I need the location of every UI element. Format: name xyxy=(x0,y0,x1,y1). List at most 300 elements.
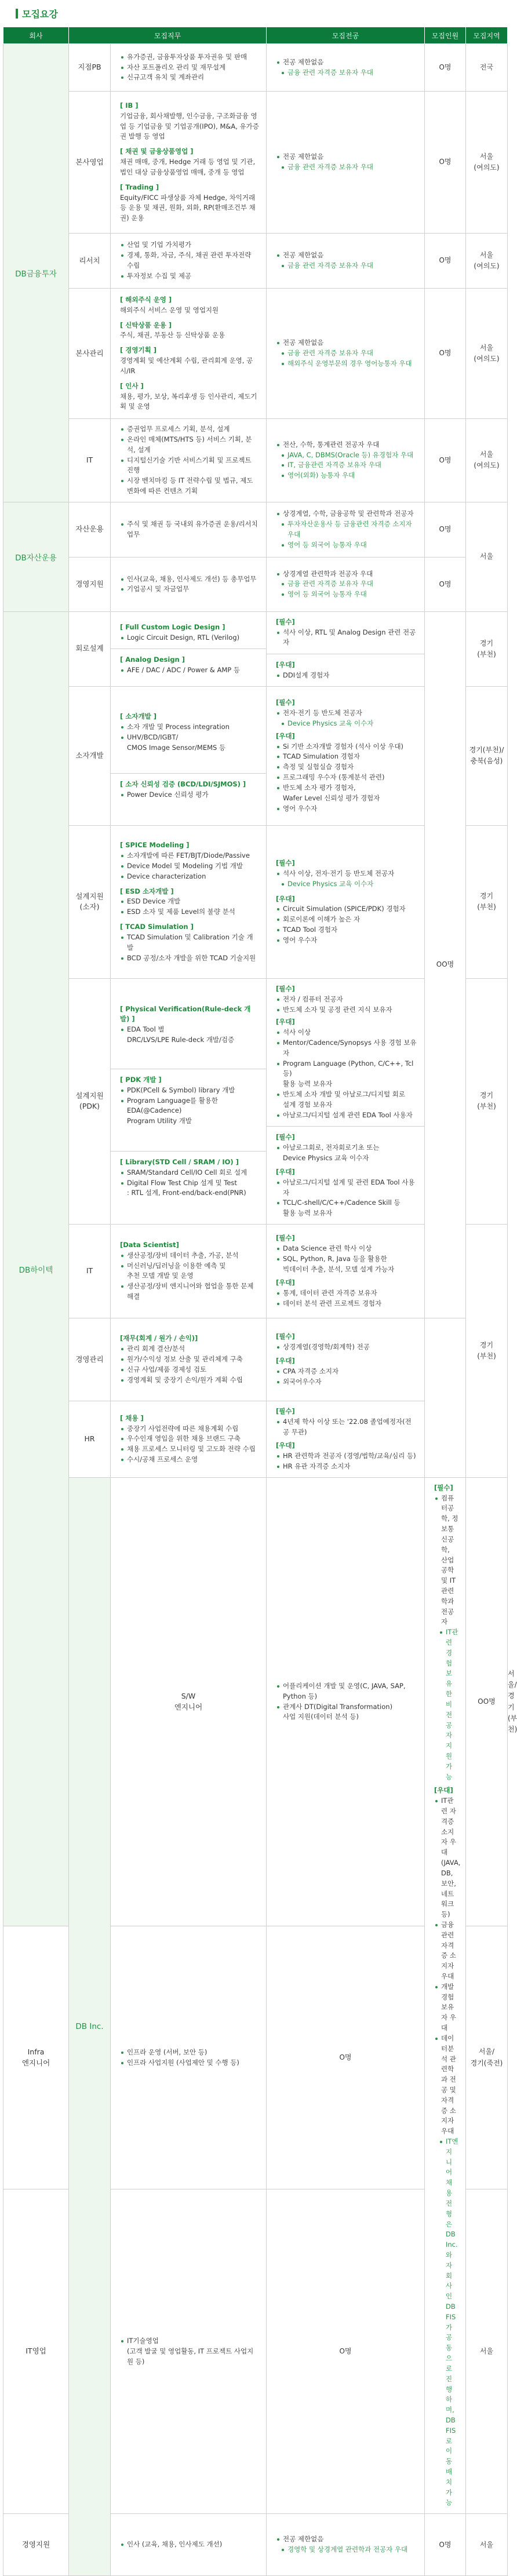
required-tag: [필수] xyxy=(276,1407,295,1415)
list-item: 회로이론에 이해가 높은 자 xyxy=(276,914,417,925)
list-item: TCAD Simulation 및 Calibration 기술 개발 xyxy=(120,932,259,953)
region-cell: 경기 (부천) xyxy=(466,978,508,1224)
section-title: [ Library(STD Cell / SRAM / IO) ] xyxy=(120,1157,239,1166)
page-title-row xyxy=(3,0,507,27)
list-item: TCAD Simulation 경험자 xyxy=(276,752,417,762)
section-title: [ Physical Verification(Rule-deck 개발) ] xyxy=(120,1004,251,1023)
company-dbfin: DB금융투자 xyxy=(3,44,69,502)
list-item: 경영계획 및 중장기 손익/원가 계획 수립 xyxy=(120,1375,259,1386)
list-item: IT, 금융관련 자격증 보유자 우대 xyxy=(276,460,417,471)
section-list xyxy=(120,665,259,676)
list-item: ESD 소자 및 제품 Level의 불량 분석 xyxy=(120,907,259,917)
list-item: IT관련 자격증 소지자 우대 (JAVA, DB, 보안, 네트워크 등) xyxy=(434,1796,458,1920)
section-title: [Data Scientist] xyxy=(120,1241,179,1249)
duty-cell xyxy=(111,502,267,557)
major-cell xyxy=(267,2514,425,2576)
list-item: 채용 프로세스 모니터링 및 고도화 전략 수립 xyxy=(120,1444,259,1455)
table-row xyxy=(3,1318,508,1401)
duty-cell xyxy=(111,419,267,502)
list-item: 관계사 DT(Digital Transformation) 사업 지원(데이터 분석 등) xyxy=(276,1702,417,1723)
table-row xyxy=(3,289,508,419)
duty-cell xyxy=(111,1926,267,2189)
list-item: 금융 관련 자격증 보유자 우대 xyxy=(276,579,417,589)
list-item: 영어 우수자 xyxy=(276,935,417,946)
list-item: Power Device 신뢰성 평가 xyxy=(120,790,259,800)
list-item: 머신러닝/딥러닝을 이용한 예측 및 추천 모델 개발 및 운영 xyxy=(120,1261,259,1282)
section-text: 주식, 채권, 부동산 등 신탁상품 운용 xyxy=(120,331,225,340)
section-list xyxy=(120,722,259,753)
region-cell: 전국 xyxy=(466,44,508,92)
preferred-tag: [우대] xyxy=(434,1786,453,1795)
duty-cell xyxy=(111,1401,267,1477)
team-name: 지점PB xyxy=(69,44,111,92)
required-list xyxy=(276,708,417,719)
list-item: 전자·전기 등 반도체 전공자 xyxy=(276,708,417,719)
section-text: Equity/FICC 파생상품 자체 Hedge, 차익거래 등 운용 및 채권, 원화, 외화, RP(환매조건부 채권) 운용 xyxy=(120,193,256,223)
company-dbhitek: DB하이텍 xyxy=(3,611,69,1926)
list-item: 영어 우수자 xyxy=(276,804,417,814)
list-item: Device characterization xyxy=(120,872,259,882)
required-tag: [필수] xyxy=(276,1234,295,1243)
count-cell: O명 xyxy=(425,419,466,502)
section-title: [ TCAD Simulation ] xyxy=(120,923,194,931)
team-name: Infra 엔지니어 xyxy=(3,1926,69,2189)
section-title: [재무(회계 / 원가 / 손익)] xyxy=(120,1334,198,1343)
major-cell xyxy=(267,1318,425,1401)
major-plain: 전공 제한없음 xyxy=(276,338,417,348)
duty-cell xyxy=(111,1318,267,1401)
major-plain: 상경계열 관련학과 전공자 우대 xyxy=(276,569,417,580)
count-cell: OO명 xyxy=(425,611,466,1318)
team-name: 경영지원 xyxy=(3,2514,69,2576)
required-list xyxy=(434,1493,458,1628)
count-cell: O명 xyxy=(425,92,466,234)
list-item: IT엔지니어 채용전형은 DB Inc.와 자회사인 DB FIS가 공동으로 진행하며, DB FIS로 이동배치 가능 xyxy=(434,2137,458,2508)
preferred-tag: [우대] xyxy=(276,1441,295,1450)
list-item: SRAM/Standard Cell/IO Cell 회로 설계 xyxy=(120,1168,259,1178)
major-cell xyxy=(267,557,425,611)
preferred-tag: [우대] xyxy=(276,1018,295,1026)
region-cell: 경기 (부천) xyxy=(466,1224,508,1477)
major-green-list xyxy=(276,162,417,173)
list-item: 경영학 및 상경계열 관련학과 전공자 우대 xyxy=(276,2545,417,2555)
team-name: 소자개발 xyxy=(69,686,111,825)
list-item: Mentor/Cadence/Synopsys 사용 경험 보유자 xyxy=(276,1038,417,1059)
list-item: 신규 사업/제품 경제성 검토 xyxy=(120,1365,259,1375)
list-item: 석사 이상, RTL 및 Analog Design 관련 전공자 xyxy=(276,628,417,648)
section-title: [ 인사 ] xyxy=(120,381,144,390)
company-dbam: DB자산운용 xyxy=(3,502,69,611)
major-green-list xyxy=(276,519,417,550)
required-tag: [필수] xyxy=(276,617,295,626)
list-item: 컴퓨터공학, 정보통신공학, 산업공학 및 IT관련학과 전공자 xyxy=(434,1493,458,1628)
table-row xyxy=(3,419,508,502)
section-title: [ 채용 ] xyxy=(120,1413,144,1422)
recruitment-table xyxy=(3,27,517,2576)
list-item: SQL, Python, R, Java 등을 활용한 빅데이터 추출, 분석, 모델 설계 가능자 xyxy=(276,1254,417,1275)
team-name: IT영업 xyxy=(3,2189,69,2513)
section-list xyxy=(120,1168,259,1198)
required-tag: [필수] xyxy=(276,984,295,993)
table-header-row xyxy=(3,27,508,44)
header-company: 회사 xyxy=(3,27,69,44)
section-list xyxy=(120,1085,259,1127)
section-title: [ 해외주식 운영 ] xyxy=(120,296,172,304)
required-tag: [필수] xyxy=(276,1133,295,1142)
major-plain: 상경계열, 수학, 금융공학 및 관련학과 전공자 xyxy=(276,509,417,519)
list-item: 전자 / 컴퓨터 전공자 xyxy=(276,994,417,1005)
section-text: 경영계획 및 예산계획 수립, 관리회계 운영, 공시/IR xyxy=(120,356,253,375)
region-cell: 서울 xyxy=(466,2514,508,2576)
list-item: 수시/공채 프로세스 운영 xyxy=(120,1455,259,1465)
section-title: [ PDK 개발 ] xyxy=(120,1075,162,1084)
section-list xyxy=(120,851,259,881)
region-cell: 서울/ 경기(죽전) xyxy=(466,1926,508,2189)
duty-list xyxy=(276,1681,417,1722)
list-item: 인프라 사업지원 (사업제안 및 수행 등) xyxy=(120,2058,259,2068)
required-tag: [필수] xyxy=(276,859,295,868)
preferred-list xyxy=(276,1028,417,1120)
list-item: 인사 (교육, 채용, 인사제도 개선) xyxy=(120,2539,259,2550)
required-tag: [필수] xyxy=(434,1483,453,1492)
section-list xyxy=(120,932,259,963)
table-row xyxy=(3,502,508,557)
company-dbinc: DB Inc. xyxy=(69,1477,111,2575)
list-item: 상경계열(경영학/회계학) 전공 xyxy=(276,1342,417,1353)
required-green-list xyxy=(434,1627,458,1782)
section-title: [ ESD 소자개발 ] xyxy=(120,887,174,895)
list-item: Data Science 관련 학사 이상 xyxy=(276,1244,417,1254)
list-item: 유가증권, 금융투자상품 투자권유 및 판매 xyxy=(120,52,259,63)
list-item: 주식 및 채권 등 국내외 유가증권 운용/리서치 업무 xyxy=(120,519,259,540)
list-item: EDA Tool 별 DRC/LVS/LPE Rule-deck 개발/검증 xyxy=(120,1025,259,1045)
list-item: HR 유관 자격증 소지자 xyxy=(276,1462,417,1472)
major-cell xyxy=(267,44,425,92)
preferred-tag: [우대] xyxy=(276,1167,295,1176)
section-text: 해외주식 서비스 운영 및 영업지원 xyxy=(120,305,219,314)
major-green-list xyxy=(276,579,417,600)
section-title: [ Analog Design ] xyxy=(120,655,185,664)
list-item: ESD Device 개발 xyxy=(120,897,259,907)
preferred-tag: [우대] xyxy=(276,1357,295,1365)
section-title: [ 채권 및 금융상품영업 ] xyxy=(120,147,194,156)
list-item: TCAD Tool 경험자 xyxy=(276,925,417,935)
list-item: 디지털신기술 기반 서비스기획 및 프로젝트 진행 xyxy=(120,456,259,476)
list-item: 데이터 분석 관련 프로젝트 경험자 xyxy=(276,1299,417,1309)
header-duty: 모집직무 xyxy=(69,27,267,44)
table-row xyxy=(3,557,508,611)
section-text: 기업금융, 회사채발행, 인수금융, 구조화금융 영업 등 기업금융 및 기업공개(IPO), M&A, 유가증권 발행 등 영업 xyxy=(120,111,259,141)
list-item: 증권업무 프로세스 기획, 분석, 설계 xyxy=(120,424,259,435)
count-cell: O명 xyxy=(267,1926,425,2189)
preferred-tag: [우대] xyxy=(276,1278,295,1287)
count-cell: O명 xyxy=(425,557,466,611)
list-item: AFE / DAC / ADC / Power & AMP 등 xyxy=(120,665,259,676)
major-cell xyxy=(267,92,425,234)
table-row: DB Inc. S/W 엔지니어 어플리케이션 개발 및 운영(C, JAVA, SAP, Python 등) 관계사 DT(Digital Transformation) 사업 지원(데이터 분석 등) [필수] 컴퓨터공학, 정보통신공학, 산업공학 및 IT관련학과 전공자 IT관련 경험 보유한 비전공자 지원가능 [우대] IT관련 자격증 소지자 우대 (JAVA, DB, 보안, 네트워크 등) 금융관련 자격증 소지자 우대 개발경험 보유자 우대 데이터분석 관련학과 전공 및 자격증 소지자 우대 IT엔지니어 채용전형은 DB Inc.와 자회사인 DB FIS가 공동으로 진행하며, DB FIS로 이동배치 가능 OO명 서울/ 경기(부천) xyxy=(3,1477,508,1926)
table-row xyxy=(3,611,508,686)
list-item: Si 기반 소자개발 경험자 (석사 이상 우대) xyxy=(276,742,417,752)
list-item: 관리 회계 결산/분석 xyxy=(120,1344,259,1354)
count-cell: O명 xyxy=(267,2189,425,2513)
duty-list xyxy=(120,240,259,281)
major-cell xyxy=(267,686,425,825)
major-cell xyxy=(267,234,425,289)
section-title: [ 소자개발 ] xyxy=(120,712,156,721)
list-item: 금융 관련 자격증 보유자 우대 xyxy=(276,348,417,359)
region-cell: 서울 (여의도) xyxy=(466,234,508,289)
list-item: 석사 이상 xyxy=(276,1028,417,1038)
section-title: [ SPICE Modeling ] xyxy=(120,841,190,850)
list-item: 기업공시 및 자금업무 xyxy=(120,584,259,595)
major-green-list xyxy=(276,261,417,271)
region-cell: 서울 xyxy=(466,2189,508,2513)
list-item: PDK(PCell & Symbol) library 개발 xyxy=(120,1085,259,1096)
list-item: 생산공정/장비 엔지니어와 협업을 통한 문제 해결 xyxy=(120,1281,259,1302)
duty-cell xyxy=(111,44,267,92)
list-item: 프로그래밍 우수자 (통계분석 관련) xyxy=(276,773,417,783)
region-cell: 경기(부천)/ 충북(음성) xyxy=(466,686,508,825)
table-row xyxy=(3,234,508,289)
count-cell: O명 xyxy=(425,502,466,557)
list-item: 금융 관련 자격증 보유자 우대 xyxy=(276,68,417,78)
list-item: Program Language를 활용한 EDA(@Cadence) Program Utility 개발 xyxy=(120,1096,259,1127)
major-plain: 전산, 수학, 통계관련 전공자 우대 xyxy=(276,440,417,450)
list-item: 신규고객 유치 및 계좌관리 xyxy=(120,72,259,83)
duty-cell xyxy=(111,825,267,978)
list-item: 투자정보 수집 및 제공 xyxy=(120,271,259,282)
list-item: 해외주식 운영부문의 경우 영어능통자 우대 xyxy=(276,359,417,369)
list-item: 영어 등 외국어 능통자 우대 xyxy=(276,540,417,551)
page-title: 모집요강 xyxy=(22,8,58,20)
duty-cell xyxy=(111,1224,267,1318)
list-item: 통계, 데이터 관련 자격증 보유자 xyxy=(276,1288,417,1299)
list-item: 자산 포트폴리오 관리 및 재무설계 xyxy=(120,63,259,73)
header-region: 모집지역 xyxy=(466,27,508,44)
list-item: Device Physics 교육 이수자 xyxy=(276,879,417,890)
major-plain: 전공 제한없음 xyxy=(276,57,417,68)
team-name: IT xyxy=(69,1224,111,1318)
required-tag: [필수] xyxy=(276,698,295,707)
team-name: 리서치 xyxy=(69,234,111,289)
region-cell: 서울 (여의도) xyxy=(466,92,508,234)
list-item: 아날로그회로, 전자회로기초 또는 Device Physics 교육 이수자 xyxy=(276,1143,417,1164)
list-item: 인프라 운영 (서버, 보안 등) xyxy=(120,2047,259,2058)
section-title: [ Trading ] xyxy=(120,183,159,191)
list-item: 데이터분석 관련학과 전공 및 자격증 소지자 우대 xyxy=(434,2034,458,2137)
count-cell: OO명 xyxy=(466,1477,508,1926)
preferred-list xyxy=(276,904,417,945)
list-item: 원가/수익성 정보 산출 및 관리체계 구축 xyxy=(120,1354,259,1365)
preferred-green-list xyxy=(434,2137,458,2508)
region-cell: 서울 (여의도) xyxy=(466,289,508,419)
required-green-list xyxy=(276,719,417,729)
section-title: [ Full Custom Logic Design ] xyxy=(120,622,225,631)
count-cell: O명 xyxy=(425,234,466,289)
list-item: 개발경험 보유자 우대 xyxy=(434,1982,458,2034)
section-list xyxy=(120,897,259,917)
major-cell xyxy=(425,1477,466,2513)
list-item: 반도체 소자 및 공정 관련 지식 보유자 xyxy=(276,1005,417,1015)
list-item: 어플리케이션 개발 및 운영(C, JAVA, SAP, Python 등) xyxy=(276,1681,417,1702)
team-name: 자산운용 xyxy=(69,502,111,557)
list-item: IT관련 경험 보유한 비전공자 지원가능 xyxy=(434,1627,458,1782)
list-item: 외국어우수자 xyxy=(276,1377,417,1387)
section-list xyxy=(120,633,259,643)
team-name: IT xyxy=(69,419,111,502)
team-name: HR xyxy=(69,1401,111,1477)
count-cell: O명 xyxy=(425,44,466,92)
major-cell xyxy=(267,1224,425,1318)
list-item: HR 관련학과 전공자 (경영/법학/교육/심리 등) xyxy=(276,1451,417,1462)
list-item: 측정 및 실험실습 경험자 xyxy=(276,762,417,773)
list-item: TCL/C-shell/C/C++/Cadence Skill 등 활용 능력 보유자 xyxy=(276,1198,417,1219)
major-plain: 전공 제한없음 xyxy=(276,152,417,162)
table-row xyxy=(3,44,508,92)
preferred-tag: [우대] xyxy=(276,894,295,903)
list-item: 소자 개발 및 Process integration xyxy=(120,722,259,733)
list-item: 소자개발에 따른 FET/BJT/Diode/Passive xyxy=(120,851,259,861)
preferred-tag: [우대] xyxy=(276,731,295,740)
team-name: 회로설계 xyxy=(69,611,111,686)
list-item: 금융 관련 자격증 보유자 우대 xyxy=(276,261,417,271)
major-green-list xyxy=(276,348,417,369)
team-name: 경영관리 xyxy=(69,1318,111,1401)
list-item: 아날로그/디지털 설계 및 관련 EDA Tool 사용자 xyxy=(276,1178,417,1198)
required-list xyxy=(276,1143,417,1164)
list-item: BCD 공정/소자 개발을 위한 TCAD 기술지원 xyxy=(120,953,259,964)
duty-list xyxy=(120,2539,259,2550)
list-item: 온라인 매체(MTS/HTS 등) 서비스 기획, 분석, 설계 xyxy=(120,435,259,456)
duty-cell xyxy=(111,686,267,825)
major-green-list xyxy=(276,450,417,481)
list-item: JAVA, C, DBMS(Oracle 등) 유경험자 우대 xyxy=(276,450,417,461)
preferred-list xyxy=(276,742,417,814)
list-item: 4년제 학사 이상 또는 '22.08 졸업예정자(전공 무관) xyxy=(276,1417,417,1438)
preferred-list xyxy=(276,1451,417,1472)
required-list xyxy=(276,994,417,1015)
duty-cell xyxy=(111,234,267,289)
list-item: 우수인재 영입을 위한 채용 브랜드 구축 xyxy=(120,1434,259,1444)
duty-cell xyxy=(111,978,267,1224)
team-name: 설계지원 (PDK) xyxy=(69,978,111,1224)
major-plain: 전공 제한없음 xyxy=(276,250,417,261)
major-cell xyxy=(267,419,425,502)
duty-list xyxy=(120,424,259,497)
section-title: [ 소자 신뢰성 검증 (BCD/LDI/SJMOS) ] xyxy=(120,779,246,788)
major-cell xyxy=(267,1401,425,1477)
list-item: Digital Flow Test Chip 설계 및 Test : RTL 설계, Front-end/back-end(PNR) xyxy=(120,1178,259,1199)
section-list xyxy=(120,1251,259,1302)
list-item: Program Language (Python, C/C++, Tcl 등) 활용 능력 보유자 xyxy=(276,1059,417,1090)
section-list xyxy=(120,1424,259,1465)
required-list xyxy=(276,869,417,879)
section-list xyxy=(120,1344,259,1385)
required-list xyxy=(276,1417,417,1438)
list-item: IT기술영업 (고객 발굴 및 영업활동, IT 프로젝트 사업지원 등) xyxy=(120,2336,259,2367)
duty-list xyxy=(120,2336,259,2367)
major-green-list xyxy=(276,2545,417,2555)
list-item: 시장 벤치마킹 등 IT 전략수립 및 법규, 제도변화에 따른 컨텐츠 기획 xyxy=(120,476,259,497)
duty-cell xyxy=(111,557,267,611)
list-item: 아날로그/디지털 설계 관련 EDA Tool 사용자 xyxy=(276,1110,417,1121)
list-item: 영어(외화) 능통자 우대 xyxy=(276,471,417,481)
list-item: 금융관련 자격증 소지자 우대 xyxy=(434,1920,458,1982)
required-list xyxy=(276,1244,417,1274)
list-item: 생산공정/장비 데이터 추출, 가공, 분석 xyxy=(120,1251,259,1261)
major-cell xyxy=(267,978,425,1224)
list-item: 영어 등 외국어 능통자 우대 xyxy=(276,589,417,600)
list-item: 중장기 사업전략에 따른 채용계획 수립 xyxy=(120,1424,259,1434)
duty-cell xyxy=(111,289,267,419)
list-item: Logic Circuit Design, RTL (Verilog) xyxy=(120,633,259,643)
list-item: DDI설계 경험자 xyxy=(276,671,417,681)
team-name: S/W 엔지니어 xyxy=(111,1477,267,1926)
list-item: 산업 및 기업 가치평가 xyxy=(120,240,259,250)
section-list xyxy=(120,790,259,800)
team-name: 경영지원 xyxy=(69,557,111,611)
header-count: 모집인원 xyxy=(425,27,466,44)
region-cell: 경기 (부천) xyxy=(466,611,508,686)
count-cell: O명 xyxy=(425,289,466,419)
preferred-list xyxy=(276,1367,417,1387)
list-item: 인사(교육, 채용, 인사제도 개선) 등 총무업무 xyxy=(120,574,259,585)
list-item: 석사 이상, 전자·전기 등 반도체 전공자 xyxy=(276,869,417,879)
title-accent-bar xyxy=(16,9,18,19)
duty-cell xyxy=(111,2514,267,2576)
major-cell xyxy=(267,502,425,557)
table-row xyxy=(3,1401,508,1477)
section-list xyxy=(120,1025,259,1045)
region-cell: 경기 (부천) xyxy=(466,825,508,978)
list-item: CPA 자격증 소지자 xyxy=(276,1367,417,1377)
preferred-list xyxy=(276,1178,417,1219)
list-item: UHV/BCD/IGBT/ CMOS Image Sensor/MEMS 등 xyxy=(120,733,259,753)
duty-list xyxy=(120,574,259,595)
region-cell: 서울 xyxy=(466,502,508,611)
duty-cell xyxy=(111,2189,267,2513)
team-name: 본사영업 xyxy=(69,92,111,234)
major-cell xyxy=(267,289,425,419)
preferred-list xyxy=(434,1796,461,2137)
major-green-list xyxy=(276,68,417,78)
preferred-tag: [우대] xyxy=(276,661,295,669)
major-cell xyxy=(267,825,425,978)
section-title: [ 경영기획 ] xyxy=(120,346,156,355)
team-name: 본사관리 xyxy=(69,289,111,419)
section-title: [ IB ] xyxy=(120,101,139,110)
required-list xyxy=(276,628,417,648)
preferred-list xyxy=(276,671,417,681)
list-item: Device Model 및 Modeling 기법 개발 xyxy=(120,861,259,872)
section-text: 채권 매매, 중개, Hedge 거래 등 영업 및 기관, 법인 대상 금융상품영업 매매, 중개 등 영업 xyxy=(120,158,256,176)
duty-cell xyxy=(267,1477,425,1926)
region-cell: 서울 (여의도) xyxy=(466,419,508,502)
duty-list xyxy=(120,52,259,83)
table-row xyxy=(3,92,508,234)
list-item: 반도체 소자 평가 경험자, Wafer Level 신뢰성 평가 경험자 xyxy=(276,783,417,804)
list-item: Device Physics 교육 이수자 xyxy=(276,719,417,729)
list-item: 경제, 통화, 자금, 주식, 채권 관련 투자전략 수립 xyxy=(120,250,259,271)
preferred-list xyxy=(276,1288,417,1309)
list-item: 반도체 소자 개발 및 아날로그/디지털 회로 설계 경험 보유자 xyxy=(276,1090,417,1110)
duty-list xyxy=(120,2047,259,2068)
duty-cell xyxy=(111,92,267,234)
required-list xyxy=(276,1342,417,1353)
list-item: 금융 관련 자격증 보유자 우대 xyxy=(276,162,417,173)
section-text: 채용, 평가, 보상, 복리후생 등 인사관리, 제도기획 및 운영 xyxy=(120,392,257,411)
list-item: Circuit Simulation (SPICE/PDK) 경험자 xyxy=(276,904,417,914)
